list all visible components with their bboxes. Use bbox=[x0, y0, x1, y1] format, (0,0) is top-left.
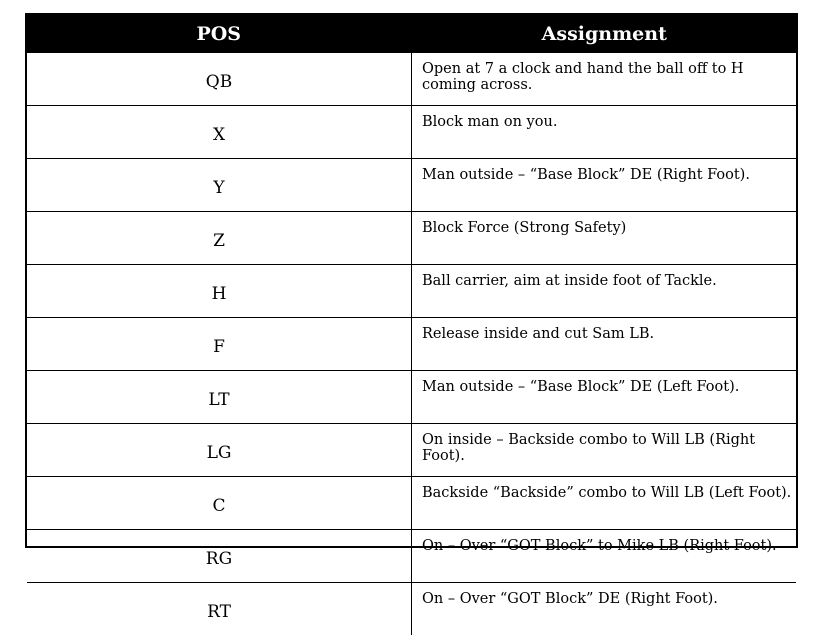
pos-cell: Z bbox=[27, 212, 412, 265]
table-row bbox=[27, 477, 796, 530]
pos-cell: H bbox=[27, 265, 412, 318]
assignment-cell: Ball carrier, aim at inside foot of Tackle. bbox=[412, 265, 797, 318]
assignment-cell: Open at 7 a clock and hand the ball off to H coming across. bbox=[412, 53, 797, 106]
table-header bbox=[27, 15, 796, 53]
assignment-cell: Block man on you. bbox=[412, 106, 797, 159]
table-row bbox=[27, 106, 796, 159]
pos-cell: LT bbox=[27, 371, 412, 424]
assignment-cell: On – Over “GOT Block” to Mike LB (Right Foot). bbox=[412, 530, 797, 583]
pos-cell: Y bbox=[27, 159, 412, 212]
assignment-column-header: Assignment bbox=[412, 15, 797, 53]
table-row bbox=[27, 265, 796, 318]
assignment-cell: Man outside – “Base Block” DE (Left Foot). bbox=[412, 371, 797, 424]
assignment-cell: Man outside – “Base Block” DE (Right Foot). bbox=[412, 159, 797, 212]
table-row bbox=[27, 212, 796, 265]
table-body bbox=[27, 53, 796, 635]
table-row bbox=[27, 53, 796, 106]
pos-cell: F bbox=[27, 318, 412, 371]
assignment-cell: Block Force (Strong Safety) bbox=[412, 212, 797, 265]
table-row bbox=[27, 424, 796, 477]
table-row bbox=[27, 159, 796, 212]
pos-cell: QB bbox=[27, 53, 412, 106]
table-row bbox=[27, 583, 796, 635]
header-row bbox=[27, 15, 796, 53]
assignment-cell: Backside “Backside” combo to Will LB (Left Foot). bbox=[412, 477, 797, 530]
pos-column-header: POS bbox=[27, 15, 412, 53]
table-row bbox=[27, 371, 796, 424]
assignment-table bbox=[25, 13, 798, 548]
table-row bbox=[27, 318, 796, 371]
pos-cell: C bbox=[27, 477, 412, 530]
assignment-cell: On inside – Backside combo to Will LB (Right Foot). bbox=[412, 424, 797, 477]
pos-cell: X bbox=[27, 106, 412, 159]
pos-cell: RT bbox=[27, 583, 412, 635]
assignment-table-grid bbox=[27, 15, 796, 635]
assignment-cell: On – Over “GOT Block” DE (Right Foot). bbox=[412, 583, 797, 635]
table-row bbox=[27, 530, 796, 583]
pos-cell: LG bbox=[27, 424, 412, 477]
pos-cell: RG bbox=[27, 530, 412, 583]
assignment-cell: Release inside and cut Sam LB. bbox=[412, 318, 797, 371]
